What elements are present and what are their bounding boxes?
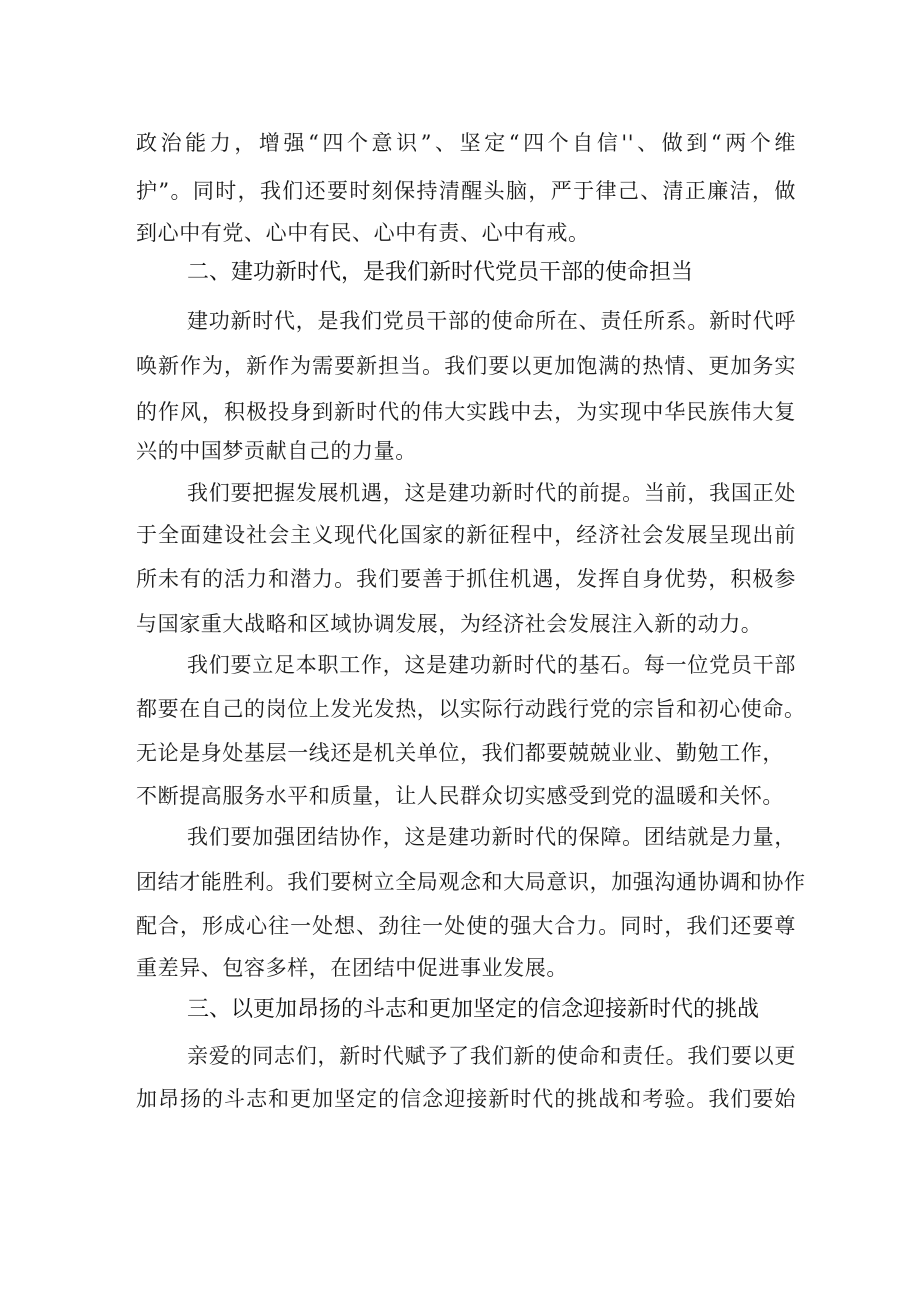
s2-p1-line-3: 的作风，积极投身到新时代的伟大实践中去，为实现中华民族伟大复	[136, 400, 796, 424]
s2-p4-line-3: 配合，形成心往一处想、劲往一处使的强大合力。同时，我们还要尊	[136, 914, 796, 938]
s2-p2-line-2: 于全面建设社会主义现代化国家的新征程中，经济社会发展呈现出前	[136, 523, 796, 547]
s2-p1-line-1: 建功新时代，是我们党员干部的使命所在、责任所系。新时代呼	[187, 309, 796, 333]
s2-p2-line-4: 与国家重大战略和区域协调发展，为经济社会发展注入新的动力。	[136, 612, 763, 636]
s2-p4-line-1: 我们要加强团结协作，这是建功新时代的保障。团结就是力量，	[187, 825, 796, 849]
s2-p1-line-4: 兴的中国梦贡献自己的力量。	[136, 439, 417, 463]
intro-line-1: 政治能力，增强“四个意识”、坚定“四个自信''、做到“两个维	[136, 131, 796, 155]
s2-p4-line-2: 团结才能胜利。我们要树立全局观念和大局意识，加强沟通协调和协作	[136, 870, 806, 894]
section-2-heading: 二、建功新时代，是我们新时代党员干部的使命担当	[187, 260, 694, 285]
s2-p3-line-2: 都要在自己的岗位上发光发热，以实际行动践行党的宗旨和初心使命。	[136, 697, 806, 721]
section-3-heading: 三、以更加昂扬的斗志和更加坚定的信念迎接新时代的挑战	[187, 997, 760, 1022]
s2-p2-line-1: 我们要把握发展机遇，这是建功新时代的前提。当前，我国正处	[187, 481, 796, 505]
s2-p3-line-4: 不断提高服务水平和质量，让人民群众切实感受到党的温暖和关怀。	[136, 784, 784, 808]
s2-p2-line-3: 所未有的活力和潜力。我们要善于抓住机遇，发挥自身优势，积极参	[136, 567, 796, 591]
s3-p1-line-1: 亲爱的同志们，新时代赋予了我们新的使命和责任。我们要以更	[187, 1044, 796, 1068]
s2-p3-line-3: 无论是身处基层一线还是机关单位，我们都要兢兢业业、勤勉工作，	[136, 741, 784, 765]
intro-line-2: 护”。同时，我们还要时刻保持清醒头脑，严于律己、清正廉洁，做	[136, 179, 796, 203]
s2-p4-line-4: 重差异、包容多样，在团结中促进事业发展。	[136, 956, 568, 980]
s2-p3-line-1: 我们要立足本职工作，这是建功新时代的基石。每一位党员干部	[187, 653, 796, 677]
intro-line-3: 到心中有党、心中有民、心中有责、心中有戒。	[136, 221, 590, 245]
s3-p1-line-2: 加昂扬的斗志和更加坚定的信念迎接新时代的挑战和考验。我们要始	[136, 1087, 796, 1111]
s2-p1-line-2: 唤新作为，新作为需要新担当。我们要以更加饱满的热情、更加务实	[136, 354, 796, 378]
